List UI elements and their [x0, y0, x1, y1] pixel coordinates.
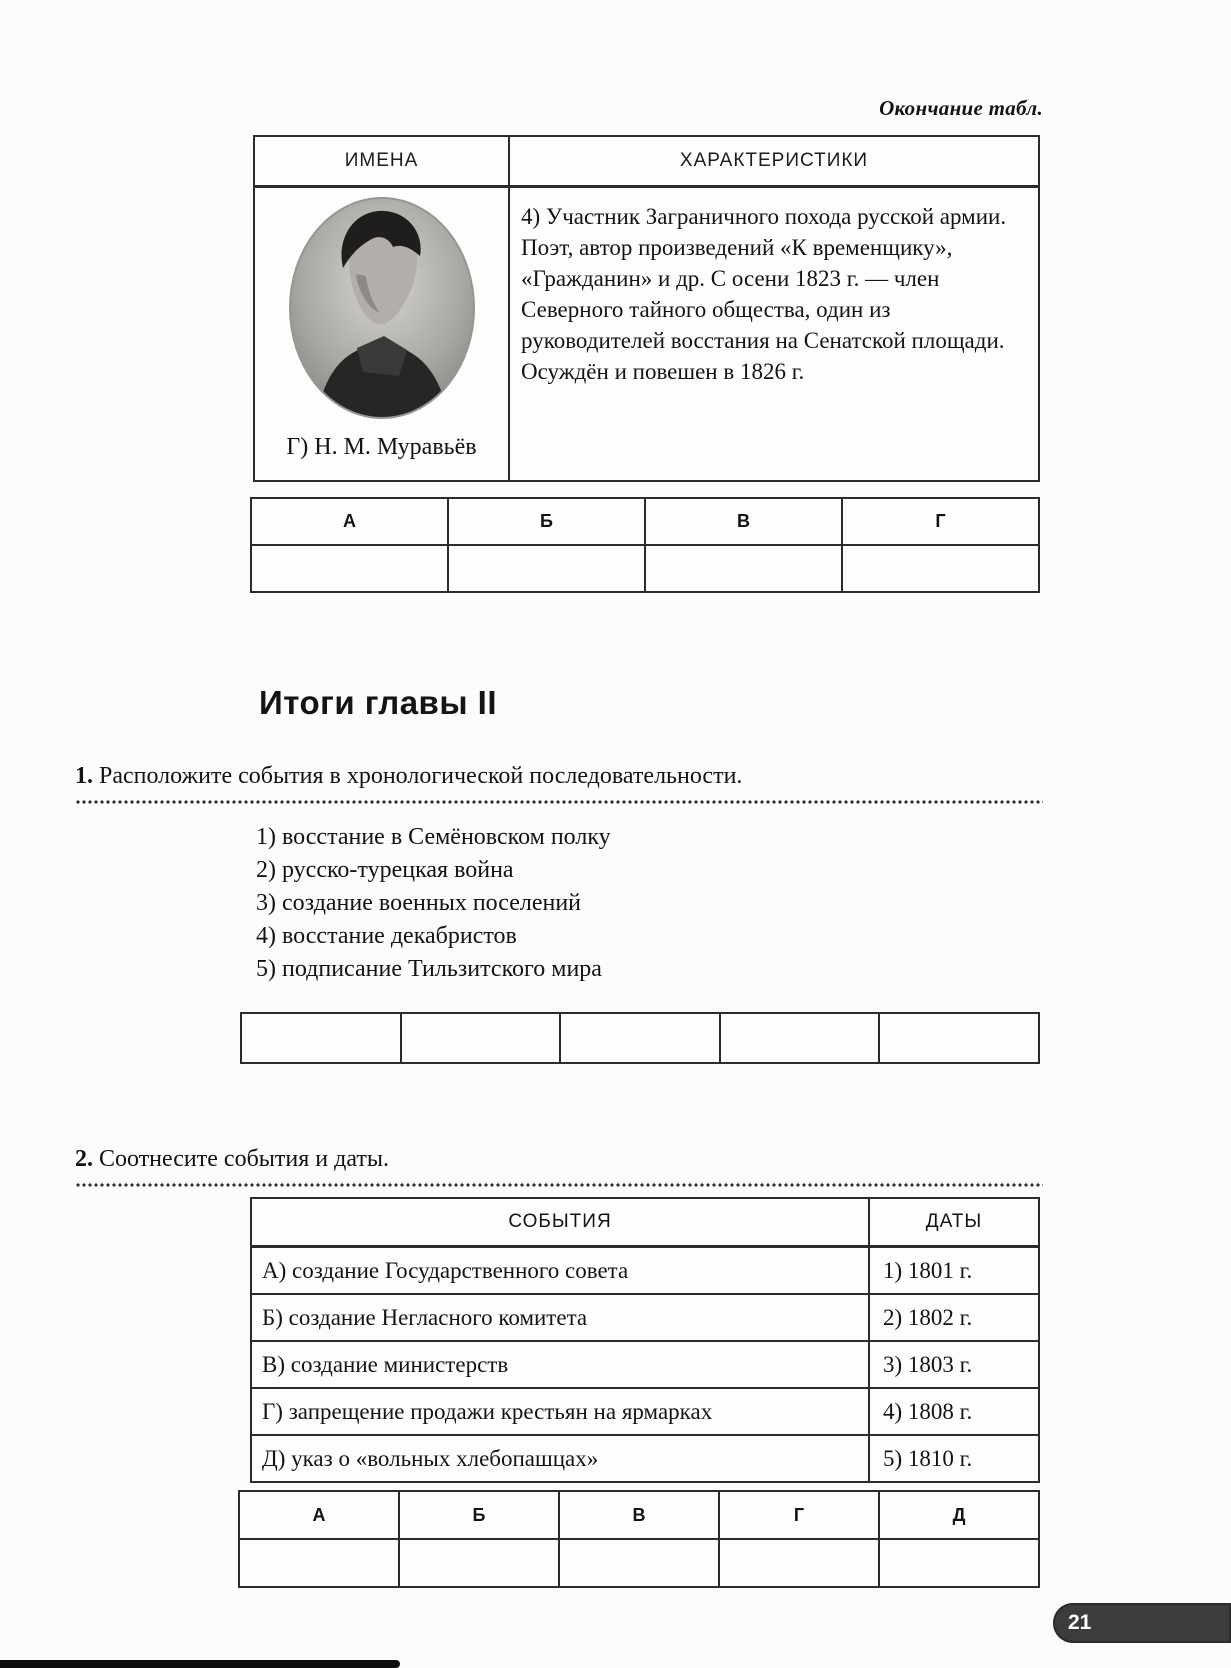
sequence-answer-cell-1: [242, 1014, 400, 1062]
task-1: [75, 763, 1043, 805]
answer-col-g: Г: [718, 1492, 878, 1538]
answer-cell-g: [718, 1540, 878, 1586]
answer-table-abvgd-blank-row: [240, 1538, 1038, 1586]
list-item-2: 2) русско-турецкая война: [256, 857, 514, 883]
answer-table-abvg-header: [252, 499, 1038, 544]
table-row: [252, 1434, 1038, 1481]
sequence-answer-table: [240, 1012, 1040, 1064]
event-cell-d: Д) указ о «вольных хлебопашцах»: [252, 1436, 870, 1481]
answer-col-b: Б: [447, 499, 644, 544]
answer-table-abvgd: [238, 1490, 1040, 1588]
task-2: [75, 1146, 1043, 1188]
characteristic-cell: 4) Участник Заграничного похода русской армии. Поэт, автор произведений «К временщику», «Гражданин» и др. С осени 1823 г. — член Северного тайного общества, один из руководителей восстания на Сенатской площади. Осуждён и повешен в 1826 г.: [521, 204, 1007, 384]
date-cell-3: 3) 1803 г.: [883, 1351, 973, 1377]
answer-cell-v: [558, 1540, 718, 1586]
sequence-answer-cell-4: [719, 1014, 879, 1062]
answer-col-a: А: [343, 511, 356, 531]
sequence-answer-cell-5: [878, 1014, 1038, 1062]
date-cell-2: 2) 1802 г.: [883, 1304, 973, 1330]
answer-col-v: В: [558, 1492, 718, 1538]
scan-artifact-bar: [0, 1660, 400, 1668]
answer-cell-a: [252, 546, 447, 591]
list-item-4: 4) восстание декабристов: [256, 923, 517, 949]
answer-cell-a: [240, 1540, 398, 1586]
answer-col-g: Г: [841, 499, 1038, 544]
list-item-5: 5) подписание Тильзитского мира: [256, 956, 602, 982]
names-characteristics-table: [253, 135, 1040, 482]
table-row: [252, 1248, 1038, 1293]
list-item-3: 3) создание военных поселений: [256, 890, 582, 916]
answer-table-abvg: [250, 497, 1040, 593]
sequence-answer-cell-3: [559, 1014, 719, 1062]
answer-col-b: Б: [398, 1492, 558, 1538]
list-item-1: 1) восстание в Семёновском полку: [256, 824, 611, 850]
table-row: [252, 1340, 1038, 1387]
event-cell-b: Б) создание Негласного комитета: [252, 1295, 870, 1340]
column-header-characteristics: ХАРАКТЕРИСТИКИ: [679, 150, 869, 171]
date-cell-5: 5) 1810 г.: [883, 1445, 973, 1471]
answer-cell-b: [447, 546, 644, 591]
date-cell-4: 4) 1808 г.: [883, 1398, 973, 1424]
dotted-separator-1: [75, 799, 1043, 805]
table-continuation-note: Окончание табл.: [879, 96, 1043, 120]
column-header-dates: ДАТЫ: [925, 1211, 983, 1232]
answer-cell-b: [398, 1540, 558, 1586]
answer-table-abvg-blank-row: [252, 544, 1038, 591]
names-table-body-row: [255, 188, 1038, 480]
column-header-events: СОБЫТИЯ: [252, 1199, 870, 1245]
event-cell-a: А) создание Государственного совета: [252, 1248, 870, 1293]
answer-col-v: В: [644, 499, 841, 544]
answer-table-abvgd-header: [240, 1492, 1038, 1538]
answer-cell-v: [644, 546, 841, 591]
event-cell-g: Г) запрещение продажи крестьян на ярмарках: [252, 1389, 870, 1434]
task-1-list: [256, 821, 611, 986]
portrait-image: [289, 196, 475, 420]
dotted-separator-2: [75, 1182, 1043, 1188]
page-number: 21: [1068, 1611, 1092, 1634]
events-dates-table: [250, 1197, 1040, 1483]
events-dates-header-row: [252, 1199, 1038, 1248]
names-table-header-row: [255, 137, 1038, 188]
chapter-results-heading: Итоги главы II: [259, 684, 498, 721]
date-cell-1: 1) 1801 г.: [883, 1257, 973, 1283]
answer-col-d: Д: [878, 1492, 1038, 1538]
answer-col-a: А: [312, 1504, 326, 1525]
sequence-answer-cell-2: [400, 1014, 560, 1062]
column-header-names: ИМЕНА: [255, 137, 510, 185]
names-cell: [255, 188, 510, 480]
task-1-text: [75, 763, 1043, 790]
answer-cell-g: [841, 546, 1038, 591]
task-1-number: 1.: [75, 763, 93, 789]
event-cell-v: В) создание министерств: [252, 1342, 870, 1387]
portrait-caption: Г) Н. М. Муравьёв: [286, 434, 477, 460]
task-2-number: 2.: [75, 1146, 93, 1172]
answer-cell-d: [878, 1540, 1038, 1586]
table-row: [252, 1387, 1038, 1434]
page-number-tab: [1053, 1603, 1231, 1643]
task-2-text: [75, 1146, 1043, 1173]
table-row: [252, 1293, 1038, 1340]
task-1-instruction: Расположите события в хронологической последовательности.: [99, 763, 743, 789]
task-2-instruction: Соотнесите события и даты.: [99, 1146, 389, 1172]
